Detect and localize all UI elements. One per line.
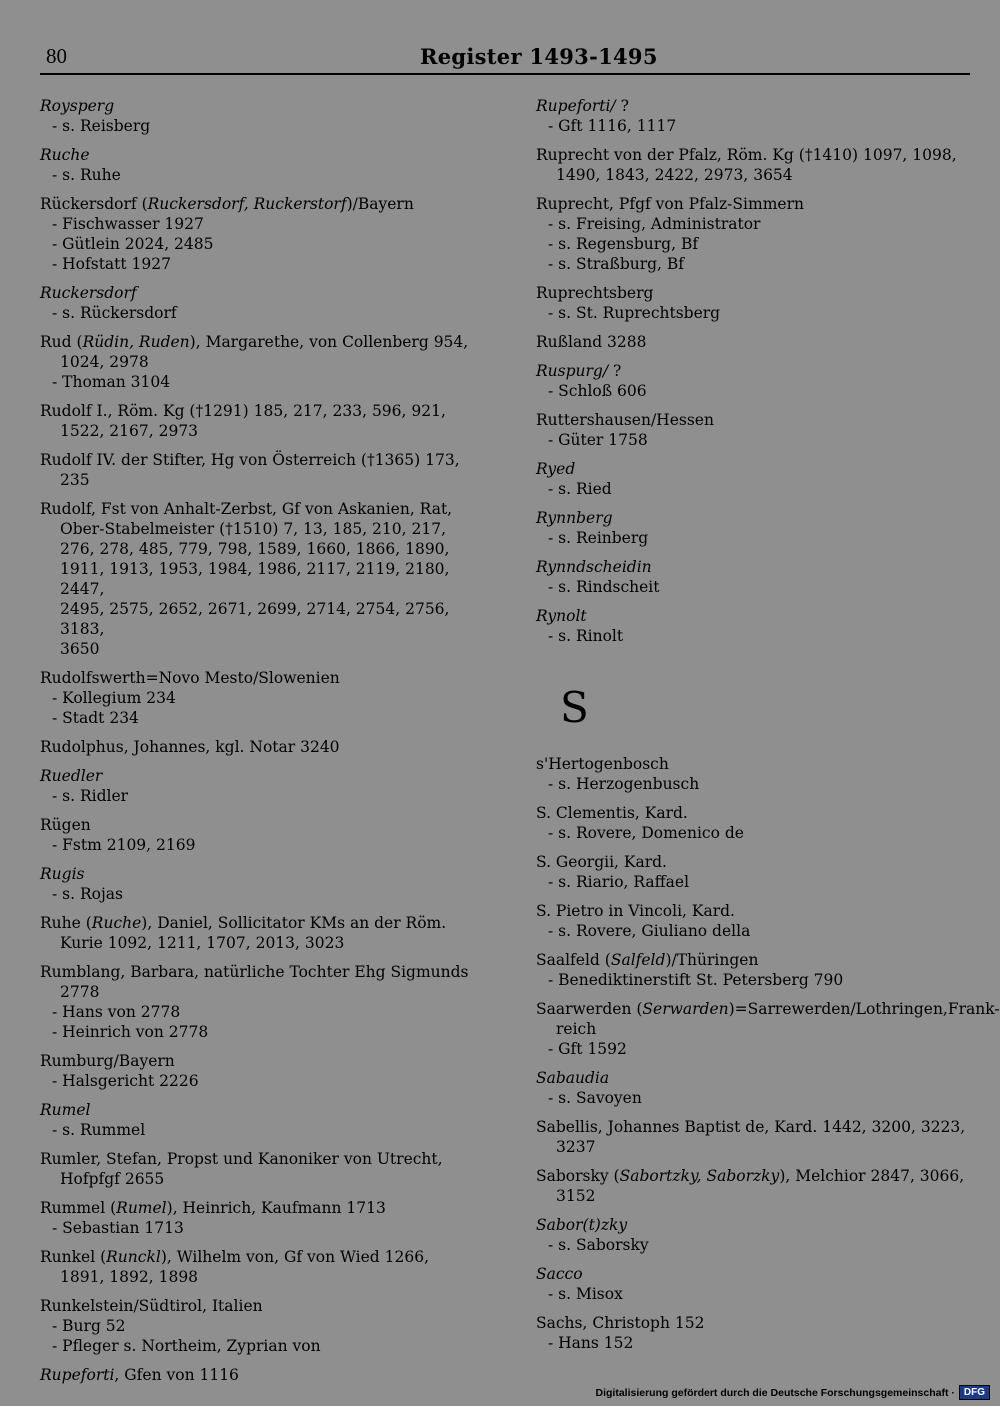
register-entry: [40, 737, 490, 757]
register-entry: [536, 332, 976, 352]
entry-subitem: - Fstm 2109, 2169: [52, 836, 196, 854]
entry-heading: [536, 283, 976, 303]
footer-text: Digitalisierung gefördert durch die Deutsche Forschungsgemeinschaft ·: [595, 1386, 955, 1399]
entry-heading: [40, 1149, 490, 1169]
entry-heading-text: Ruttershausen/Hessen: [536, 411, 714, 429]
entry-heading-text: Rumblang, Barbara, natürliche Tochter Ehg Sigmunds: [40, 963, 469, 981]
entry-subitem: - s. Rojas: [52, 885, 123, 903]
page-number: 80: [46, 44, 67, 68]
register-entry: [40, 962, 490, 1042]
register-entry: [40, 145, 490, 185]
register-entry: [536, 1117, 976, 1157]
entry-heading: [40, 737, 490, 757]
entry-subitem: - s. Rovere, Domenico de: [548, 824, 744, 842]
entry-variant-italic: Rüdin, Ruden: [82, 333, 190, 351]
entry-heading-tail: ), Margarethe, von Collenberg 954,: [189, 333, 469, 351]
entry-continuation: 276, 278, 485, 779, 798, 1589, 1660, 1866, 1890,: [60, 540, 450, 558]
register-entry: [536, 606, 976, 646]
register-entry: [40, 401, 490, 441]
entry-heading-italic: Sacco: [536, 1265, 583, 1283]
register-entry: [536, 557, 976, 597]
section-letter: S: [560, 683, 589, 732]
entry-variant-italic: Ruche: [91, 914, 142, 932]
entry-subitem: - Sebastian 1713: [52, 1219, 184, 1237]
left-column: [40, 96, 490, 1394]
entry-subitem: - Stadt 234: [52, 709, 139, 727]
register-entry: [536, 96, 976, 136]
entry-heading: [536, 557, 976, 577]
register-entry: [536, 999, 1000, 1059]
entry-heading: [40, 450, 490, 470]
entry-heading-text: S. Pietro in Vincoli, Kard.: [536, 902, 735, 920]
register-entry: [536, 950, 976, 990]
entry-heading: [40, 194, 490, 214]
register-entry: [40, 864, 490, 904]
entry-continuation: 3237: [556, 1138, 596, 1156]
entry-heading: [536, 1117, 976, 1137]
entry-heading-text: Rumler, Stefan, Propst und Kanoniker von Utrecht,: [40, 1150, 443, 1168]
entry-heading-text: Rügen: [40, 816, 91, 834]
entry-heading-tail: , Gfen von 1116: [114, 1366, 239, 1384]
register-entry: [40, 194, 490, 274]
entry-subitem: - Fischwasser 1927: [52, 215, 204, 233]
register-entry: [40, 815, 490, 855]
entry-heading-tail: ), Melchior 2847, 3066,: [779, 1167, 965, 1185]
entry-heading-text: Ruhe (: [40, 914, 92, 932]
entry-heading-text: Runkel (: [40, 1248, 107, 1266]
entry-subitem: - s. Rovere, Giuliano della: [548, 922, 751, 940]
entry-heading-text: S. Georgii, Kard.: [536, 853, 667, 871]
entry-continuation: 1891, 1892, 1898: [60, 1268, 199, 1286]
entry-heading: [40, 913, 490, 933]
entry-heading: [40, 401, 490, 421]
entry-subitem: - Pfleger s. Northeim, Zyprian von: [52, 1337, 321, 1355]
entry-subitem: - s. Ridler: [52, 787, 129, 805]
entry-heading: [40, 668, 490, 688]
entry-heading-text: Saborsky (: [536, 1167, 620, 1185]
entry-heading-tail: ), Heinrich, Kaufmann 1713: [166, 1199, 386, 1217]
entry-heading: [40, 332, 490, 352]
entry-subitem: - s. St. Ruprechtsberg: [548, 304, 721, 322]
entry-subitem: - s. Rinolt: [548, 627, 624, 645]
register-entry: [536, 754, 976, 794]
register-entry: [536, 508, 976, 548]
entry-heading: [536, 606, 976, 626]
entry-continuation: 235: [60, 471, 90, 489]
entry-heading: [536, 410, 976, 430]
register-entry: [40, 913, 490, 953]
entry-heading-tail: ), Wilhelm von, Gf von Wied 1266,: [160, 1248, 430, 1266]
entry-heading-tail: )/Bayern: [346, 195, 414, 213]
register-entry: [536, 1166, 976, 1206]
register-entry: [536, 283, 976, 323]
entry-heading-italic: Roysperg: [40, 97, 115, 115]
register-entry: [40, 499, 490, 659]
entry-heading-text: Rud (: [40, 333, 83, 351]
entry-heading: [40, 499, 490, 519]
entry-heading-italic: Ruckersdorf: [40, 284, 137, 302]
register-entry: [40, 1100, 490, 1140]
entry-heading: [40, 1365, 490, 1385]
entry-heading-italic: Rynndscheidin: [536, 558, 652, 576]
entry-heading-text: Sabellis, Johannes Baptist de, Kard. 1442, 3200, 3223,: [536, 1118, 966, 1136]
header-rule: [40, 73, 970, 75]
entry-heading-text: Rudolfswerth=Novo Mesto/Slowenien: [40, 669, 340, 687]
entry-subitem: - Thoman 3104: [52, 373, 171, 391]
entry-variant-italic: Salfeld: [610, 951, 666, 969]
entry-heading-text: Saalfeld (: [536, 951, 611, 969]
entry-heading: [40, 1100, 490, 1120]
entry-subitem: - s. Rückersdorf: [52, 304, 177, 322]
entry-heading: [536, 194, 976, 214]
entry-subitem: - s. Savoyen: [548, 1089, 642, 1107]
register-entry: [536, 803, 976, 843]
entry-heading-italic: Rugis: [40, 865, 85, 883]
register-entry: [40, 1051, 490, 1091]
entry-continuation: 1522, 2167, 2973: [60, 422, 199, 440]
entry-subitem: - s. Reinberg: [548, 529, 649, 547]
entry-heading-italic: Ruspurg/: [536, 362, 609, 380]
entry-subitem: - Gütlein 2024, 2485: [52, 235, 214, 253]
register-entry: [40, 766, 490, 806]
entry-heading-text: Rudolf I., Röm. Kg (†1291) 185, 217, 233, 596, 921,: [40, 402, 446, 420]
entry-subitem: - s. Freising, Administrator: [548, 215, 761, 233]
entry-subitem: - Heinrich von 2778: [52, 1023, 209, 1041]
entry-heading-italic: Rynnberg: [536, 509, 613, 527]
entry-subitem: - Schloß 606: [548, 382, 647, 400]
entry-subitem: - s. Saborsky: [548, 1236, 649, 1254]
register-entry: [40, 96, 490, 136]
entry-subitem: - Benediktinerstift St. Petersberg 790: [548, 971, 844, 989]
entry-subitem: - Hans 152: [548, 1334, 634, 1352]
entry-subitem: - Halsgericht 2226: [52, 1072, 199, 1090]
entry-heading: [536, 1264, 976, 1284]
entry-heading: [40, 864, 490, 884]
entry-continuation: 1911, 1913, 1953, 1984, 1986, 2117, 2119, 2180, 2447,: [60, 560, 450, 598]
register-entry: [536, 901, 976, 941]
entry-heading-text: Rückersdorf (: [40, 195, 148, 213]
entry-subitem: - Kollegium 234: [52, 689, 176, 707]
register-entry: [40, 1198, 490, 1238]
entry-subitem: - s. Ried: [548, 480, 612, 498]
entry-heading-tail: ?: [608, 362, 622, 380]
entry-heading-italic: Ryed: [536, 460, 576, 478]
entry-continuation: 3152: [556, 1187, 596, 1205]
entry-heading-tail: )/Thüringen: [665, 951, 759, 969]
register-entry: [40, 450, 490, 490]
entry-heading-italic: Rupeforti: [40, 1366, 115, 1384]
entry-heading-italic: Ruedler: [40, 767, 103, 785]
footer: [596, 1385, 991, 1400]
entry-subitem: - s. Riario, Raffael: [548, 873, 690, 891]
entry-heading: [536, 1166, 976, 1186]
entry-heading: [536, 459, 976, 479]
entry-heading: [40, 1296, 490, 1316]
register-entry: [536, 361, 976, 401]
register-entry: [40, 1247, 490, 1287]
entry-variant-italic: Ruckersdorf, Ruckerstorf: [147, 195, 347, 213]
entry-subitem: - s. Misox: [548, 1285, 623, 1303]
entry-heading-text: Sachs, Christoph 152: [536, 1314, 705, 1332]
entry-heading: [536, 901, 976, 921]
register-entry: [40, 1365, 490, 1385]
entry-heading-italic: Sabor(t)zky: [536, 1216, 628, 1234]
entry-subitem: - Güter 1758: [548, 431, 648, 449]
entry-heading-text: Rudolf, Fst von Anhalt-Zerbst, Gf von Askanien, Rat,: [40, 500, 453, 518]
entry-continuation: 2495, 2575, 2652, 2671, 2699, 2714, 2754, 2756, 3183,: [60, 600, 450, 638]
entry-heading-text: Rudolphus, Johannes, kgl. Notar 3240: [40, 738, 340, 756]
entry-continuation: Kurie 1092, 1211, 1707, 2013, 3023: [60, 934, 345, 952]
entry-heading: [40, 145, 490, 165]
entry-heading: [40, 283, 490, 303]
register-entry: [40, 1296, 490, 1356]
entry-heading: [536, 999, 1000, 1019]
entry-heading: [536, 96, 976, 116]
register-entry: [40, 1149, 490, 1189]
register-entry: [40, 668, 490, 728]
entry-continuation: Ober-Stabelmeister (†1510) 7, 13, 185, 210, 217,: [60, 520, 447, 538]
entry-heading-italic: Sabaudia: [536, 1069, 610, 1087]
entry-subitem: - Hofstatt 1927: [52, 255, 172, 273]
entry-heading: [40, 96, 490, 116]
register-entry: [40, 283, 490, 323]
entry-heading-italic: Rumel: [40, 1101, 91, 1119]
entry-heading: [40, 1198, 490, 1218]
entry-variant-italic: Serwarden: [642, 1000, 729, 1018]
entry-heading-italic: Rupeforti/: [536, 97, 616, 115]
entry-heading-tail: ?: [615, 97, 629, 115]
entry-heading-text: Ruprecht von der Pfalz, Röm. Kg (†1410) 1097, 1098,: [536, 146, 957, 164]
entry-heading: [536, 332, 976, 352]
entry-subitem: - s. Rummel: [52, 1121, 146, 1139]
entry-subitem: - Hans von 2778: [52, 1003, 181, 1021]
entry-heading: [40, 815, 490, 835]
entry-subitem: - s. Straßburg, Bf: [548, 255, 685, 273]
entry-variant-italic: Runckl: [106, 1248, 161, 1266]
entry-heading: [536, 1313, 976, 1333]
entry-subitem: - s. Rindscheit: [548, 578, 660, 596]
entry-heading: [536, 508, 976, 528]
entry-subitem: - s. Herzogenbusch: [548, 775, 700, 793]
entry-heading: [536, 1068, 976, 1088]
entry-subitem: - s. Ruhe: [52, 166, 121, 184]
entry-heading: [536, 803, 976, 823]
right-column: [536, 96, 1000, 1362]
entry-heading: [536, 852, 976, 872]
register-entry: [536, 1264, 976, 1304]
entry-heading: [536, 361, 976, 381]
entry-heading: [536, 754, 976, 774]
entry-heading: [536, 145, 976, 165]
entry-heading: [40, 962, 490, 982]
register-entry: [536, 1068, 976, 1108]
entry-subitem: - Gft 1116, 1117: [548, 117, 677, 135]
entry-subitem: - Gft 1592: [548, 1040, 627, 1058]
entry-heading: [536, 950, 976, 970]
register-entry: [536, 852, 976, 892]
entry-heading-tail: ), Daniel, Sollicitator KMs an der Röm.: [141, 914, 447, 932]
entry-heading-text: Runkelstein/Südtirol, Italien: [40, 1297, 263, 1315]
entry-heading: [536, 1215, 976, 1235]
entry-continuation: 2778: [60, 983, 100, 1001]
right-column-r-entries: [536, 96, 976, 646]
entry-continuation: 1490, 1843, 2422, 2973, 3654: [556, 166, 793, 184]
entry-heading: [40, 1051, 490, 1071]
entry-subitem: - s. Regensburg, Bf: [548, 235, 699, 253]
dfg-logo: DFG: [959, 1385, 990, 1400]
register-entry: [536, 194, 976, 274]
entry-continuation: Hofpfgf 2655: [60, 1170, 165, 1188]
entry-subitem: - s. Reisberg: [52, 117, 151, 135]
entry-heading-text: Rußland 3288: [536, 333, 647, 351]
entry-continuation: 3650: [60, 640, 100, 658]
entry-continuation: 1024, 2978: [60, 353, 149, 371]
page-title: Register 1493-1495: [420, 44, 658, 69]
entry-heading-text: S. Clementis, Kard.: [536, 804, 688, 822]
entry-heading-italic: Ruche: [40, 146, 90, 164]
entry-heading-text: Rumburg/Bayern: [40, 1052, 175, 1070]
entry-heading-text: Ruprecht, Pfgf von Pfalz-Simmern: [536, 195, 804, 213]
entry-variant-italic: Rumel: [116, 1199, 167, 1217]
entry-heading: [40, 766, 490, 786]
register-entry: [40, 332, 490, 392]
entry-variant-italic: Sabortzky, Saborzky: [619, 1167, 780, 1185]
entry-heading-tail: )=Sarrewerden/Lothringen,Frank-: [728, 1000, 1000, 1018]
entry-heading-text: Rudolf IV. der Stifter, Hg von Österreich (†1365) 173,: [40, 451, 460, 469]
entry-heading-text: s'Hertogenbosch: [536, 755, 669, 773]
register-entry: [536, 1313, 976, 1353]
entry-subitem: - Burg 52: [52, 1317, 126, 1335]
entry-heading: [40, 1247, 490, 1267]
entry-continuation: reich: [556, 1020, 597, 1038]
entry-heading-italic: Rynolt: [536, 607, 587, 625]
register-entry: [536, 1215, 976, 1255]
entry-heading-text: Saarwerden (: [536, 1000, 643, 1018]
register-entry: [536, 145, 976, 185]
register-entry: [536, 410, 976, 450]
register-entry: [536, 459, 976, 499]
entry-heading-text: Ruprechtsberg: [536, 284, 654, 302]
right-column-s-entries: [536, 754, 1000, 1353]
entry-heading-text: Rummel (: [40, 1199, 117, 1217]
